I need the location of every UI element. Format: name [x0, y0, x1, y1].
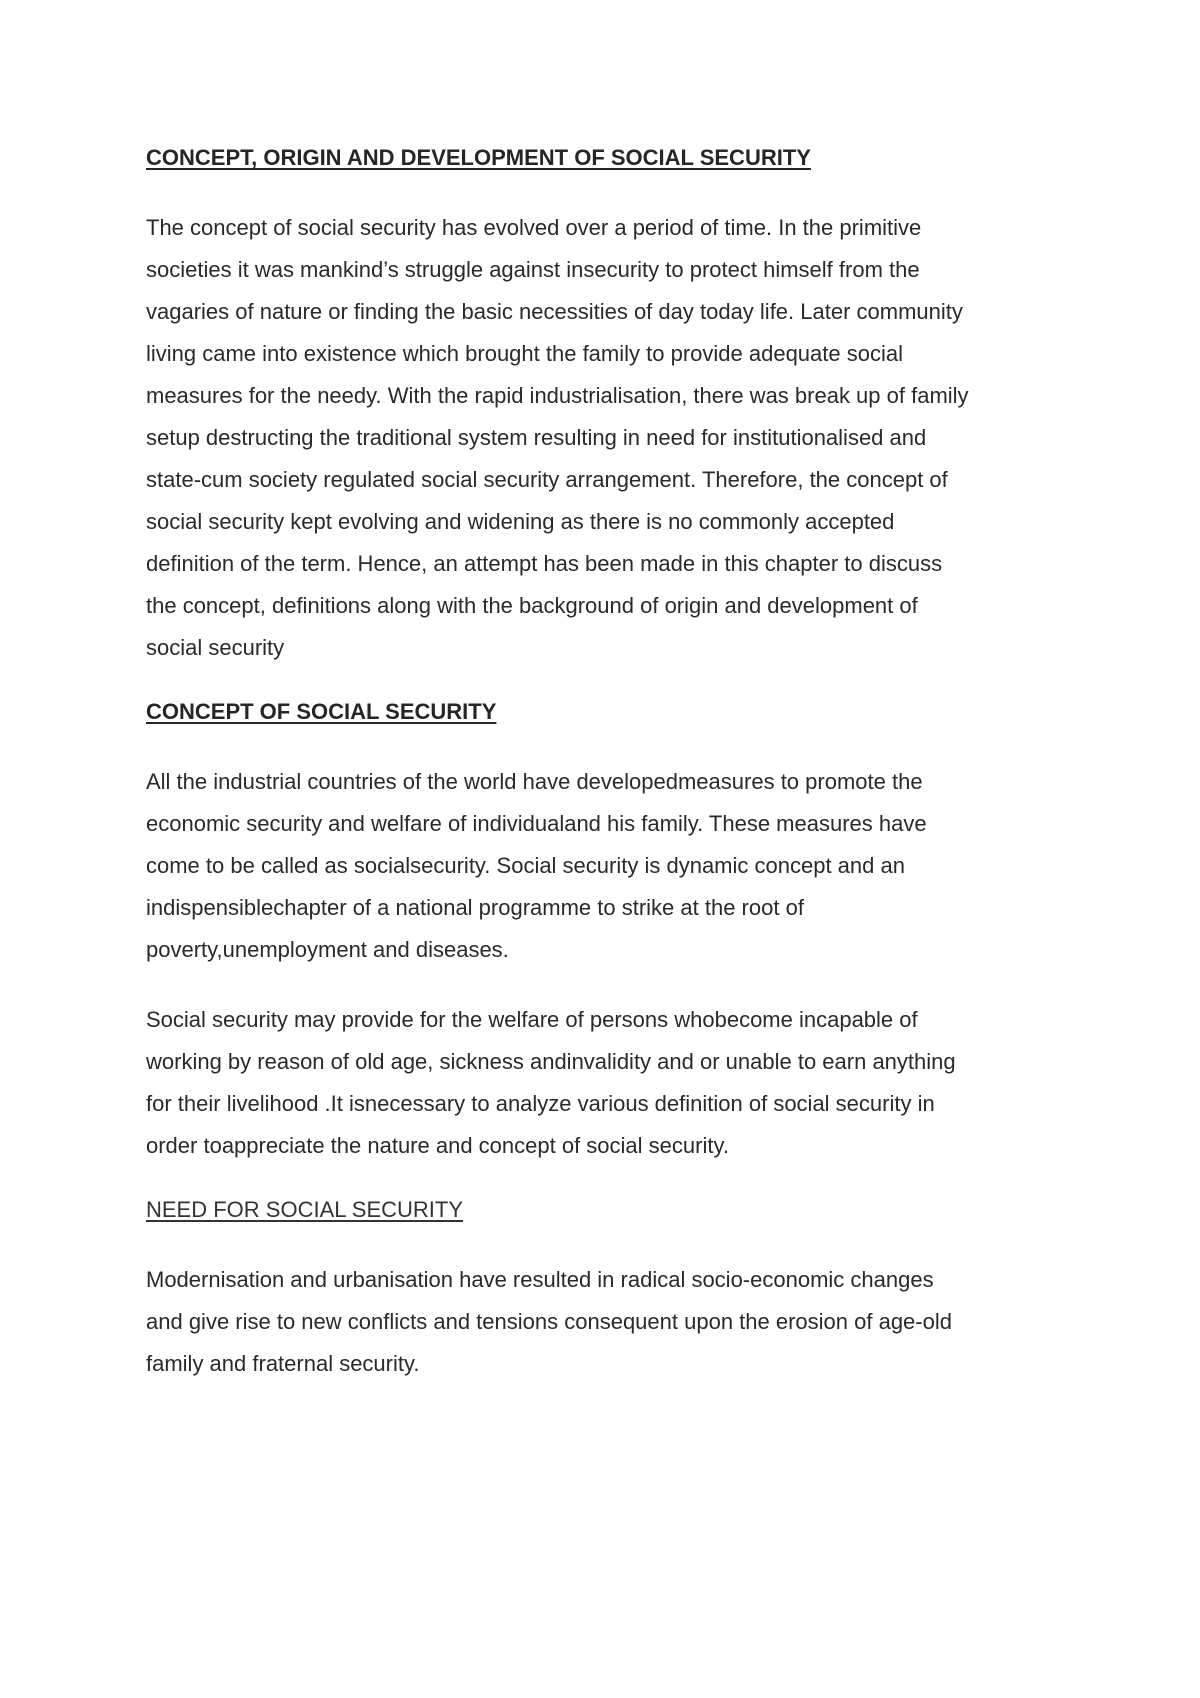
document-body: [146, 143, 1066, 1385]
heading-concept-origin-development: CONCEPT, ORIGIN AND DEVELOPMENT OF SOCIAL SECURITY: [146, 145, 811, 170]
paragraph-industrial-countries: All the industrial countries of the world have developedmeasures to promote the economic security and welfare of individualand his family. These measures have come to be called as socialsecurity. Social security is dynamic concept and an indispensiblechapter of a national programme to strike at the root of poverty,unemployment and diseases.: [146, 769, 927, 962]
paragraph-concept-evolution: The concept of social security has evolved over a period of time. In the primitive societies it was mankind’s struggle against insecurity to protect himself from the vagaries of nature or finding the basic necessities of day today life. Later community living came into existence which brought the family to provide adequate social measures for the needy. With the rapid industrialisation, there was break up of family setup destructing the traditional system resulting in need for institutionalised and state-cum society regulated social security arrangement. Therefore, the concept of social security kept evolving and widening as there is no commonly accepted definition of the term. Hence, an attempt has been made in this chapter to discuss the concept, definitions along with the background of origin and development of social security: [146, 215, 969, 660]
paragraph-modernisation: Modernisation and urbanisation have resulted in radical socio-economic changes and give rise to new conflicts and tensions consequent upon the erosion of age-old family and fraternal security.: [146, 1267, 952, 1376]
paragraph-welfare-of-persons: Social security may provide for the welfare of persons whobecome incapable of working by reason of old age, sickness andinvalidity and or unable to earn anything for their livelihood .It isnecessary to analyze various definition of social security in order toappreciate the nature and concept of social security.: [146, 1007, 956, 1158]
heading-need-for-social-security: NEED FOR SOCIAL SECURITY: [146, 1197, 464, 1222]
heading-concept-of-social-security: CONCEPT OF SOCIAL SECURITY: [146, 699, 497, 724]
